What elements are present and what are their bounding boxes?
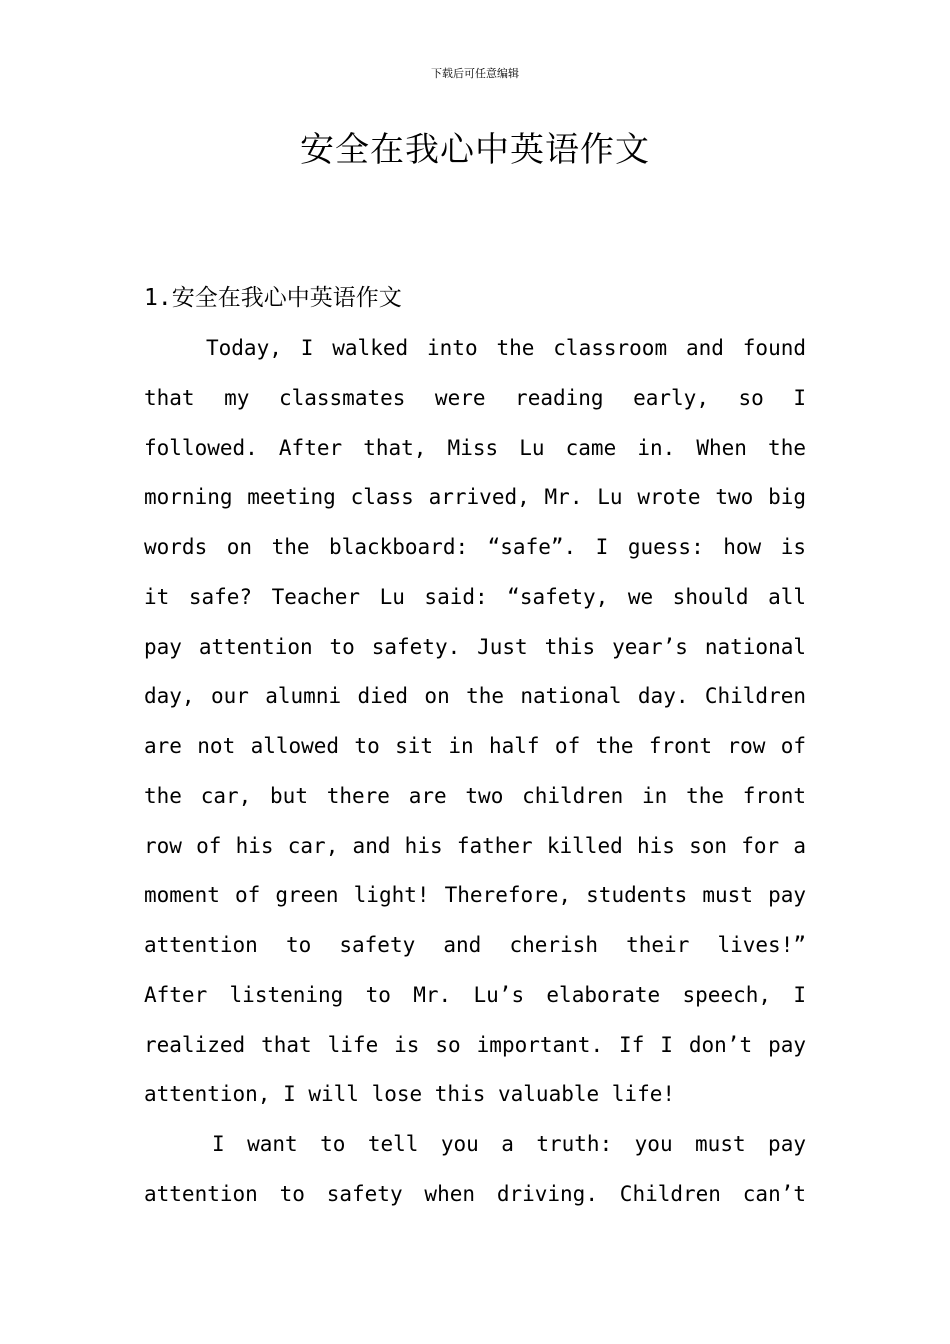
paragraph-line: are not allowed to sit in half of the front row of xyxy=(144,734,806,758)
paragraph-line: pay attention to safety. Just this year’s national xyxy=(144,634,806,659)
paragraph-line: row of his car, and his father killed his son for a xyxy=(144,833,806,858)
paragraph-line: attention, I will lose this valuable life! xyxy=(144,1082,676,1107)
paragraph-line: that my classmates were reading early, so I xyxy=(144,385,806,410)
paragraph-line: realized that life is so important. If I don’t pay xyxy=(144,1032,806,1057)
essay-body xyxy=(144,324,806,1220)
document-title: 安全在我心中英语作文 xyxy=(300,130,650,170)
section-heading: 1.安全在我心中英语作文 xyxy=(144,285,402,311)
paragraph-line: morning meeting class arrived, Mr. Lu wrote two big xyxy=(144,485,806,510)
paragraph-line: attention to safety when driving. Children can’t xyxy=(144,1181,806,1206)
header-note: 下载后可任意编辑 xyxy=(431,67,519,80)
paragraph-line: Today, I walked into the classroom and found xyxy=(206,336,806,360)
paragraph-line: the car, but there are two children in the front xyxy=(144,783,806,808)
paragraph-line: day, our alumni died on the national day. Children xyxy=(144,684,806,709)
paragraph-line: moment of green light! Therefore, students must pay xyxy=(144,883,806,908)
paragraph-line: attention to safety and cherish their lives!” xyxy=(144,933,806,957)
paragraph-line: followed. After that, Miss Lu came in. When the xyxy=(144,435,806,460)
paragraph-line: After listening to Mr. Lu’s elaborate speech, I xyxy=(144,982,806,1007)
paragraph-line: I want to tell you a truth: you must pay xyxy=(212,1132,806,1156)
paragraph-line: it safe? Teacher Lu said: “safety, we should all xyxy=(144,584,806,609)
paragraph-line: words on the blackboard: “safe”. I guess: how is xyxy=(144,535,806,559)
